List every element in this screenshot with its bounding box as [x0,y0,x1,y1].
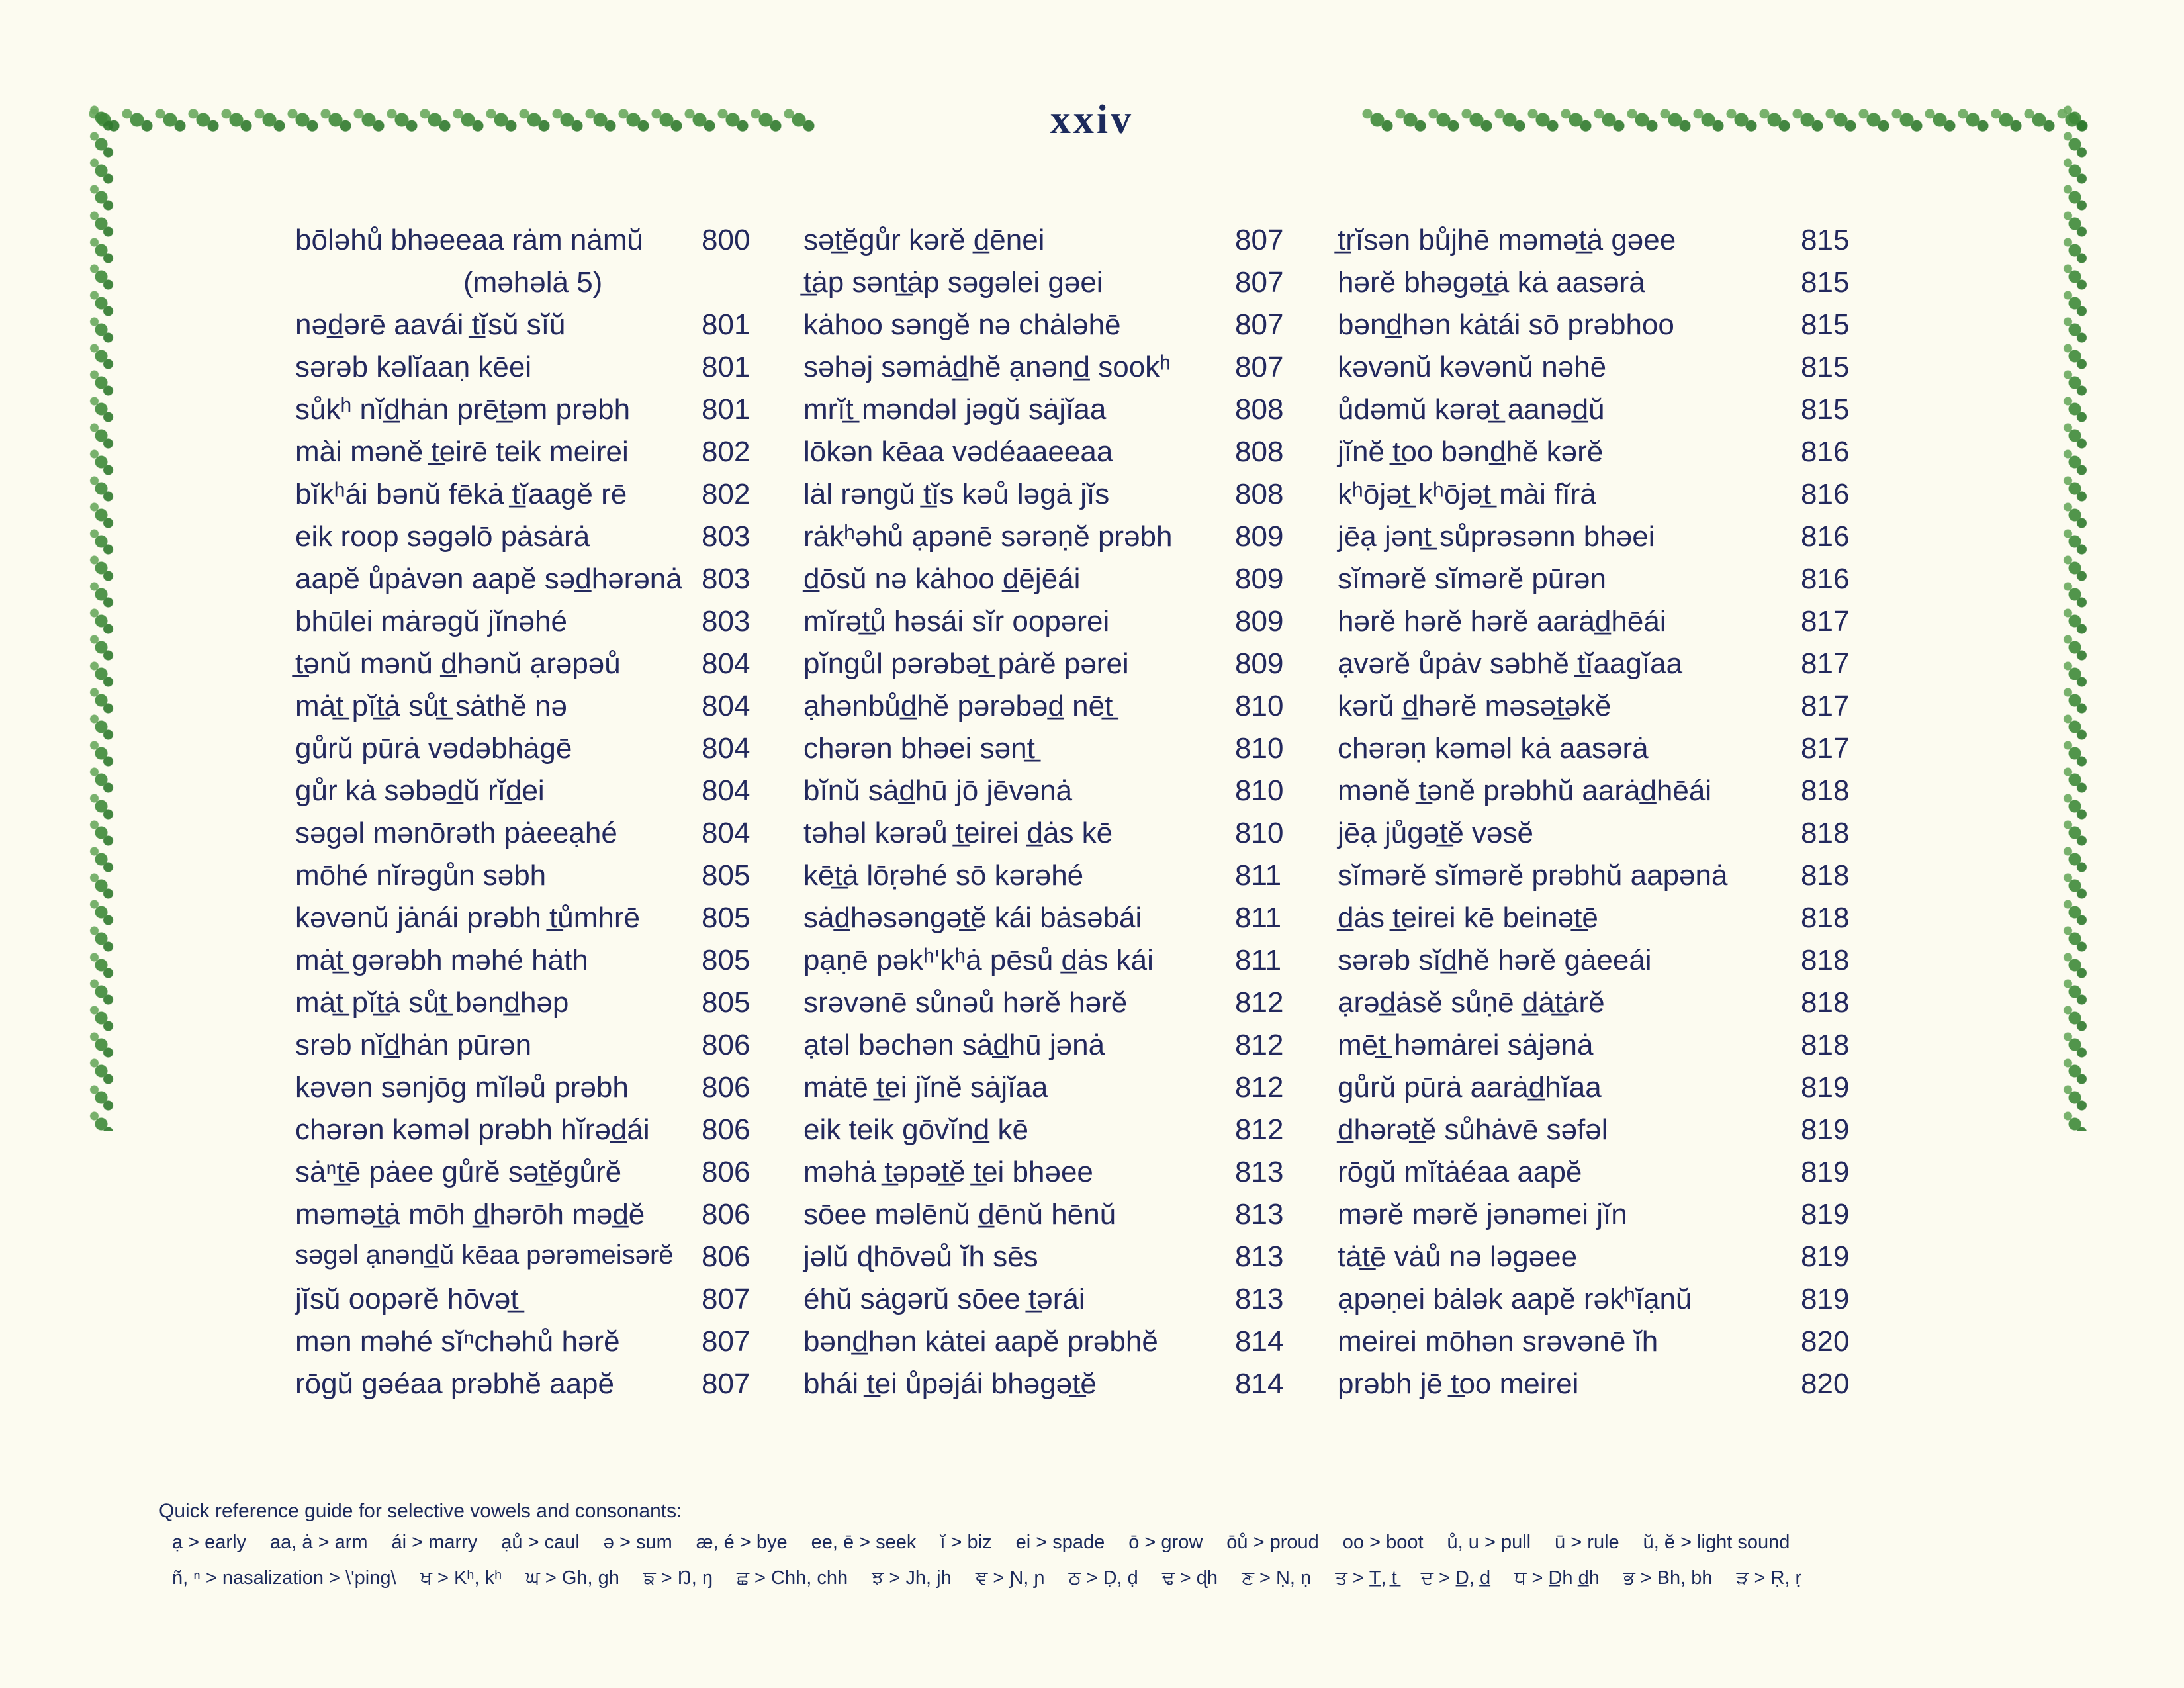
entry-title: tȧt̲ē vȧů nə ləgəee [1338,1241,1578,1273]
entry-title: sərəb sĭd̲hĕ hərĕ gȧeeái [1338,944,1652,976]
entry-page-number: 807 [1235,351,1284,383]
entry-title: səgəl ạnənd̲ŭ kēaa pərəmeisərĕ [295,1241,674,1270]
entry-page-number: 807 [702,1325,751,1358]
entry-title: bĭkʰái bənŭ fēkȧ t̲ĭaagĕ rē [295,478,627,510]
entry-page-number: 819 [1801,1071,1850,1103]
entry-title: t̲ənŭ mənŭ d̲hənŭ ạrəpəů [295,647,621,680]
entry-title: d̲ōsŭ nə kȧhoo d̲ējēái [803,563,1081,595]
entry-title: nəd̲ərē aavái t̲ĭsŭ sĭŭ [295,308,566,341]
entry-title: gůr kȧ səbəd̲ŭ rĭd̲ei [295,774,545,807]
entry-title: prəbh jē t̲oo meirei [1338,1368,1579,1400]
entry-page-number: 819 [1801,1241,1850,1273]
reference-guide [159,1500,1802,1589]
entry-title: ạhənbůd̲hĕ pərəbəd̲ nēt̲ [803,690,1113,722]
entry-page-number: 811 [1235,944,1282,976]
right-vine-border [2061,105,2089,1131]
entry-page-number: 803 [702,563,751,595]
guide-item: oo > boot [1342,1532,1424,1553]
entry-title: bənd̲hən kȧtei aapĕ prəbhĕ [803,1325,1158,1358]
entry-page-number: 815 [1801,266,1850,299]
entry-title: sĭmərĕ sĭmərĕ prəbhŭ aapənȧ [1338,859,1728,892]
entry-page-number: 810 [1235,817,1284,849]
guide-item: ŭ, ĕ > light sound [1643,1532,1790,1553]
entry-title: chərəṇ kəməl kȧ aasərȧ [1338,732,1649,765]
guide-item: ਧ > D̲h d̲h [1514,1568,1600,1589]
entry-page-number: 809 [1235,563,1284,595]
entry-page-number: 817 [1801,647,1850,680]
guide-item: ñ, ⁿ > nasalization > \'ping\ [172,1568,396,1589]
guide-item: æ, é > bye [696,1532,788,1553]
guide-item: ਛ > Chh, chh [736,1568,848,1589]
entry-page-number: 804 [702,690,751,722]
entry-page-number: 806 [702,1156,751,1188]
entry-page-number: 804 [702,817,751,849]
vowel-guide-row [172,1532,1813,1554]
entry-page-number: 810 [1235,732,1284,765]
guide-item: ਭ > Bh, bh [1623,1568,1713,1589]
entry-title: mərĕ mərĕ jənəmei jĭn [1338,1198,1627,1231]
entry-title: eik teik gōvĭnd̲ kē [803,1113,1028,1146]
entry-title: sůkʰ nĭd̲hȧn prēt̲əm prəbh [295,393,631,426]
entry-page-number: 819 [1801,1113,1850,1146]
entry-title: jēạ jůgət̲ĕ vəsĕ [1338,817,1533,849]
entry-page-number: 819 [1801,1283,1850,1315]
entry-page-number: 815 [1801,351,1850,383]
entry-title: rōgŭ gəéaa prəbhĕ aapĕ [295,1368,614,1400]
entry-page-number: 803 [702,520,751,553]
entry-title: mrĭt̲ məndəl jəgŭ sȧjĭaa [803,393,1107,426]
entry-title: d̲ȧs t̲eirei kē beinət̲ē [1338,902,1598,934]
consonant-guide-row [172,1568,1825,1589]
entry-title: bōləhů bhəeeaa rȧm nȧmŭ [295,224,643,256]
entry-page-number: 807 [1235,266,1284,299]
entry-page-number: 819 [1801,1156,1850,1188]
entry-title: səhəj səmȧd̲hĕ ạnənd̲ sookʰ [803,351,1171,383]
entry-title: jēạ jənt̲ sůprəsənn bhəei [1338,520,1655,553]
entry-page-number: 815 [1801,308,1850,341]
entry-page-number: 810 [1235,690,1284,722]
entry-page-number: 807 [1235,308,1284,341]
entry-title: kəvənŭ kəvənŭ nəhē [1338,351,1607,383]
entry-page-number: 808 [1235,436,1284,468]
guide-item: ਖ > Kʰ, kʰ [420,1568,502,1589]
entry-title: məmət̲ȧ mōh d̲hərōh məd̲ĕ [295,1198,645,1231]
entry-title: mən məhé sĭⁿchəhů hərĕ [295,1325,620,1358]
entry-title: ůdəmŭ kərət̲ aanəd̲ŭ [1338,393,1605,426]
entry-page-number: 812 [1235,1113,1284,1146]
entry-page-number: 818 [1801,1029,1850,1061]
entry-title: sȧⁿt̲ē pȧee gůrĕ sət̲ĕgůrĕ [295,1156,622,1188]
entry-page-number: 818 [1801,986,1850,1019]
entry-page-number: 814 [1235,1368,1284,1400]
guide-item: ái > marry [391,1532,478,1553]
entry-title: sət̲ĕgůr kərĕ d̲ēnei [803,224,1045,256]
entry-title: hərĕ hərĕ hərĕ aarȧd̲hēái [1338,605,1666,637]
entry-title: səgəl mənōrəth pȧeeạhé [295,817,617,849]
entry-page-number: 812 [1235,1029,1284,1061]
entry-title: bhūlei mȧrəgŭ jĭnəhé [295,605,567,637]
entry-page-number: 809 [1235,605,1284,637]
entry-page-number: 805 [702,986,751,1019]
guide-item: ਝ > Jh, jh [872,1568,952,1589]
entry-title: (məhəlȧ 5) [463,266,603,299]
entry-title: mēt̲ həmȧrei sȧjənȧ [1338,1029,1594,1061]
entry-page-number: 808 [1235,393,1284,426]
entry-page-number: 801 [702,393,751,426]
entry-title: d̲hərət̲ĕ sůhȧvē səfəl [1338,1113,1608,1146]
guide-item: ਦ > D̲, d̲ [1420,1568,1491,1589]
entry-page-number: 815 [1801,224,1850,256]
entry-title: aapĕ ůpȧvən aapĕ səd̲hərənȧ [295,563,682,595]
entry-title: mōhé nĭrəgůn səbh [295,859,547,892]
entry-title: chərən bhəei sənt̲ [803,732,1035,765]
entry-title: mȧt̲ gərəbh məhé hȧth [295,944,588,976]
entry-title: eik roop səgəlō pȧsȧrȧ [295,520,590,553]
entry-title: kərŭ d̲hərĕ məsət̲əkĕ [1338,690,1612,722]
entry-page-number: 803 [702,605,751,637]
entry-page-number: 813 [1235,1198,1284,1231]
entry-page-number: 816 [1801,436,1850,468]
entry-title: ạtəl bəchən sȧd̲hū jənȧ [803,1029,1105,1061]
entry-title: ạvərĕ ůpȧv səbhĕ t̲ĭaagĭaa [1338,647,1683,680]
entry-page-number: 817 [1801,605,1850,637]
entry-title: ạrəd̲ȧsĕ sůṇē d̲ȧt̲ȧrĕ [1338,986,1605,1019]
entry-title: mȧt̲ pĭt̲ȧ sůt̲ sȧthĕ nə [295,690,567,722]
guide-item: ਤ > T̲, t̲ [1335,1568,1397,1589]
entry-page-number: 818 [1801,944,1850,976]
guide-item: ਣ > Ṇ, ṇ [1242,1568,1312,1589]
entry-title: mənĕ t̲ənĕ prəbhŭ aarȧd̲hēái [1338,774,1712,807]
entry-title: kēt̲ȧ lōṛəhé sō kərəhé [803,859,1084,892]
entry-page-number: 805 [702,944,751,976]
entry-page-number: 818 [1801,859,1850,892]
entry-title: jĭsŭ oopərĕ hōvət̲ [295,1283,519,1315]
entry-page-number: 802 [702,436,751,468]
entry-page-number: 818 [1801,817,1850,849]
entry-title: gůrŭ pūrȧ aarȧd̲hĭaa [1338,1071,1602,1103]
entry-title: sȧd̲həsəngət̲ĕ kái bȧsəbái [803,902,1142,934]
page-number: xxiv [1050,97,1134,142]
reference-guide-title: Quick reference guide for selective vowels and consonants: [159,1500,682,1522]
entry-page-number: 817 [1801,690,1850,722]
guide-item: ਢ > ɖh [1161,1568,1218,1589]
entry-title: mĭrət̲ů həsái sĭr oopərei [803,605,1110,637]
entry-title: kʰōjət̲ kʰōjət̲ mài fĭrȧ [1338,478,1596,510]
entry-page-number: 801 [702,351,751,383]
entry-title: rȧkʰəhů ạpənē sərəṇĕ prəbh [803,520,1173,553]
guide-item: ਘ > Gh, gh [525,1568,619,1589]
entry-title: jĭnĕ t̲oo bənd̲hĕ kərĕ [1338,436,1604,468]
entry-title: bhái t̲ei ůpəjái bhəgət̲ĕ [803,1368,1097,1400]
entry-page-number: 804 [702,774,751,807]
entry-page-number: 806 [702,1029,751,1061]
entry-title: ạpəṇei bȧlək aapĕ rəkʰĭạnŭ [1338,1283,1692,1315]
entry-title: kəvənŭ jȧnái prəbh t̲ůmhrē [295,902,640,934]
entry-page-number: 808 [1235,478,1284,510]
guide-item: ạů > caul [501,1532,580,1553]
entry-title: təhəl kərəů t̲eirei d̲ȧs kē [803,817,1113,849]
entry-title: t̲ȧp sənt̲ȧp səgəlei gəei [803,266,1103,299]
guide-item: ਠ > Ḍ, ḍ [1068,1568,1138,1589]
guide-item: ə > sum [603,1532,672,1553]
entry-title: éhŭ sȧgərŭ sōee t̲ərái [803,1283,1085,1315]
entry-page-number: 807 [1235,224,1284,256]
entry-page-number: 806 [702,1241,751,1273]
entry-page-number: 805 [702,902,751,934]
entry-title: mài mənĕ t̲eirē teik meirei [295,436,629,468]
entry-page-number: 812 [1235,1071,1284,1103]
entry-page-number: 815 [1801,393,1850,426]
guide-item: ạ > early [172,1532,247,1553]
entry-title: chərən kəməl prəbh hĭrəd̲ái [295,1113,650,1146]
entry-title: kəvən sənjōg mĭləů prəbh [295,1071,629,1103]
entry-title: sərəb kəlĭaaṇ kēei [295,351,532,383]
entry-page-number: 817 [1801,732,1850,765]
entry-page-number: 807 [702,1283,751,1315]
entry-page-number: 800 [702,224,751,256]
entry-page-number: 812 [1235,986,1284,1019]
entry-title: məhȧ t̲əpət̲ĕ t̲ei bhəee [803,1156,1093,1188]
left-vine-border [87,105,115,1131]
entry-title: meirei mōhən srəvənē ĭh [1338,1325,1659,1358]
entry-page-number: 804 [702,732,751,765]
entry-title: rōgŭ mĭtȧéaa aapĕ [1338,1156,1582,1188]
entry-title: srəb nĭd̲hȧn pūrən [295,1029,532,1061]
entry-title: jəlŭ ɖhōvəů ĭh sēs [803,1241,1038,1273]
entry-page-number: 818 [1801,774,1850,807]
entry-title: bənd̲hən kȧtái sō prəbhoo [1338,308,1674,341]
entry-page-number: 811 [1235,902,1282,934]
entry-title: lȧl rəngŭ t̲ĭs kəů ləgȧ jĭs [803,478,1110,510]
entry-title: lōkən kēaa vədéaaeeaa [803,436,1113,468]
entry-title: bĭnŭ sȧd̲hū jō jēvənȧ [803,774,1073,807]
entry-title: srəvənē sůnəů hərĕ hərĕ [803,986,1128,1019]
entry-title: t̲rĭsən bůjhē məmət̲ȧ gəee [1338,224,1676,256]
entry-page-number: 816 [1801,563,1850,595]
guide-item: ōů > proud [1226,1532,1319,1553]
entry-page-number: 816 [1801,520,1850,553]
entry-page-number: 801 [702,308,751,341]
guide-item: aa, ȧ > arm [270,1532,368,1553]
entry-page-number: 804 [702,647,751,680]
entry-page-number: 813 [1235,1283,1284,1315]
entry-page-number: 811 [1235,859,1282,892]
entry-page-number: 813 [1235,1156,1284,1188]
entry-page-number: 805 [702,859,751,892]
entry-page-number: 809 [1235,647,1284,680]
guide-item: ů, u > pull [1447,1532,1531,1553]
entry-page-number: 820 [1801,1325,1850,1358]
entry-page-number: 814 [1235,1325,1284,1358]
entry-title: sĭmərĕ sĭmərĕ pūrən [1338,563,1606,595]
entry-page-number: 806 [702,1071,751,1103]
entry-page-number: 819 [1801,1198,1850,1231]
entry-page-number: 806 [702,1113,751,1146]
guide-item: ਞ > Ɲ, ɲ [975,1568,1045,1589]
entry-page-number: 820 [1801,1368,1850,1400]
entry-title: gůrŭ pūrȧ vədəbhȧgē [295,732,572,765]
guide-item: ĭ > biz [940,1532,992,1553]
entry-title: mȧtē t̲ei jĭnĕ sȧjĭaa [803,1071,1048,1103]
entry-page-number: 809 [1235,520,1284,553]
entry-title: kȧhoo səngĕ nə chȧləhē [803,308,1121,341]
guide-item: ū > rule [1555,1532,1619,1553]
guide-item: ee, ē > seek [811,1532,917,1553]
entry-title: hərĕ bhəgət̲ȧ kȧ aasərȧ [1338,266,1645,299]
entry-title: pạṇē pəkʰ'kʰȧ pēsů d̲ȧs kái [803,944,1154,976]
entry-page-number: 806 [702,1198,751,1231]
entry-page-number: 807 [702,1368,751,1400]
guide-item: ਙ > Ŋ, ŋ [643,1568,713,1589]
entry-title: pĭngůl pərəbət̲ pȧrĕ pərei [803,647,1129,680]
entry-page-number: 818 [1801,902,1850,934]
entry-title: sōee məlēnŭ d̲ēnŭ hēnŭ [803,1198,1116,1231]
entry-page-number: 810 [1235,774,1284,807]
guide-item: ei > spade [1015,1532,1105,1553]
entry-title: mȧt̲ pĭt̲ȧ sůt̲ bənd̲həp [295,986,569,1019]
entry-page-number: 813 [1235,1241,1284,1273]
guide-item: ō > grow [1128,1532,1203,1553]
entry-page-number: 816 [1801,478,1850,510]
guide-item: ੜ > Ṛ, ṛ [1736,1568,1802,1589]
entry-page-number: 802 [702,478,751,510]
